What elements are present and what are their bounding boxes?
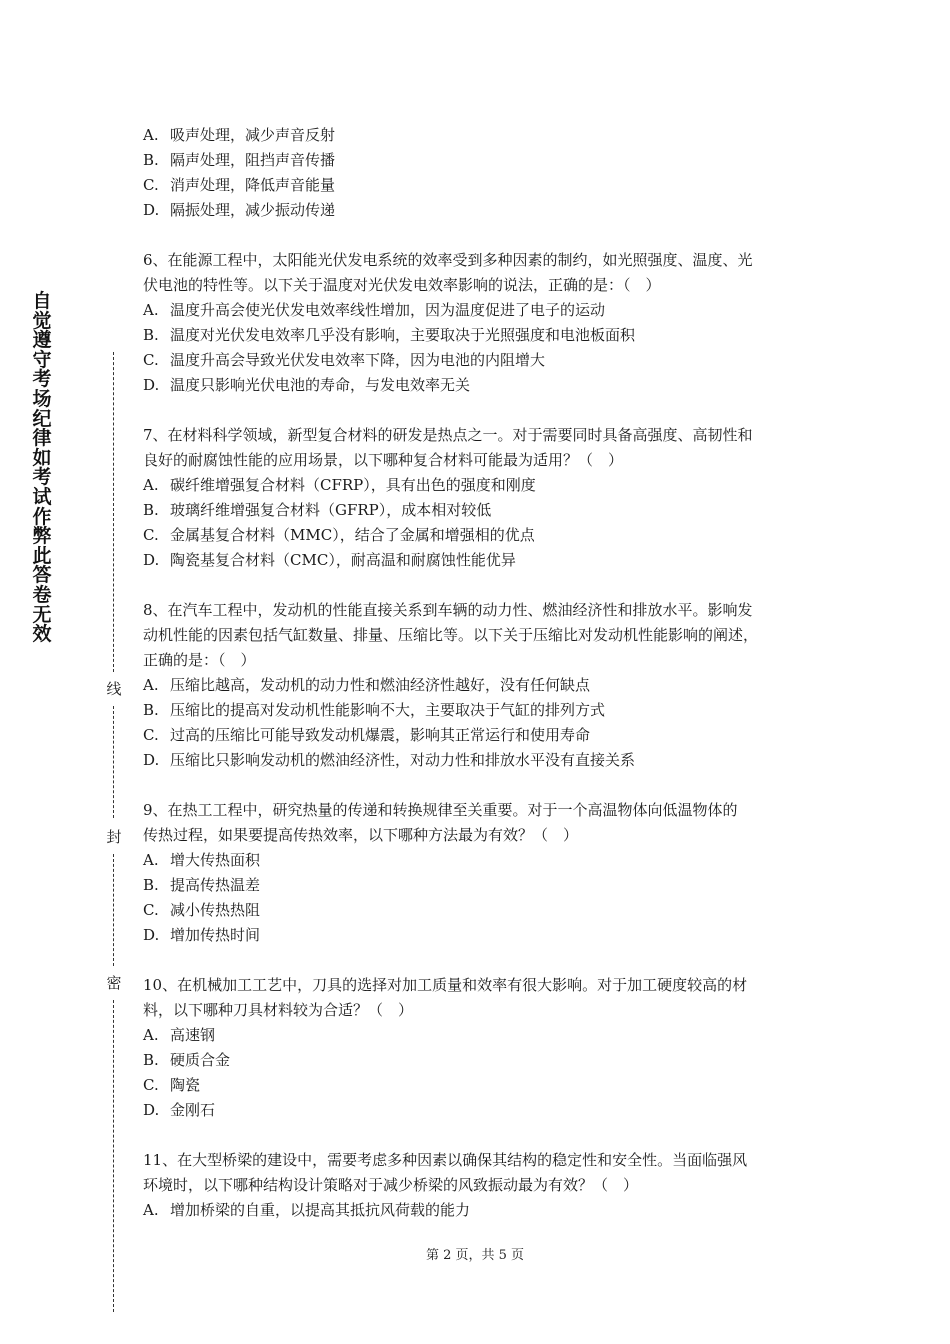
option-d: D. 温度只影响光伏电池的寿命，与发电效率无关: [143, 376, 471, 394]
exam-content: [143, 123, 823, 1223]
question-stem-line: 良好的耐腐蚀性能的应用场景，以下哪种复合材料可能最为适用？（ ）: [143, 451, 624, 469]
question-stem-line: 7、在材料科学领域，新型复合材料的研发是热点之一。对于需要同时具备高强度、高韧性和: [143, 426, 753, 444]
question-stem-line: 正确的是：（ ）: [143, 651, 256, 669]
question-stem-line: 11、在大型桥梁的建设中，需要考虑多种因素以确保其结构的稳定性和安全性。当面临强风: [143, 1151, 748, 1169]
question-stem-line: 9、在热工工程中，研究热量的传递和转换规律至关重要。对于一个高温物体向低温物体的: [143, 801, 738, 819]
question-6: [143, 248, 823, 398]
option-c: C. 金属基复合材料（MMC），结合了金属和增强相的优点: [143, 526, 535, 544]
option-c: C. 陶瓷: [143, 1076, 201, 1094]
binding-mark-secret: 密: [106, 974, 122, 992]
binding-dashed-line: [113, 706, 114, 818]
option-a: A. 碳纤维增强复合材料（CFRP），具有出色的强度和刚度: [143, 476, 536, 494]
option-a: A. 压缩比越高，发动机的动力性和燃油经济性越好，没有任何缺点: [143, 676, 591, 694]
option-c: C. 减小传热热阻: [143, 901, 261, 919]
page-number-footer: 第 2 页，共 5 页: [425, 1248, 525, 1263]
option-a: A. 高速钢: [143, 1026, 216, 1044]
exam-discipline-notice: 自觉遵守考场纪律如考试作弊此答卷无效: [32, 290, 52, 646]
binding-mark-line: 线: [106, 680, 122, 698]
option-a: A. 吸声处理，减少声音反射: [143, 126, 336, 144]
option-c: C. 消声处理，降低声音能量: [143, 176, 336, 194]
option-a: A. 增加桥梁的自重，以提高其抵抗风荷载的能力: [143, 1201, 471, 1219]
option-b: B. 提高传热温差: [143, 876, 261, 894]
question-stem-line: 伏电池的特性等。以下关于温度对光伏发电效率影响的说法，正确的是：（ ）: [143, 276, 661, 294]
option-b: B. 隔声处理，阻挡声音传播: [143, 151, 336, 169]
question-11: [143, 1148, 823, 1223]
previous-question-options: [143, 123, 823, 223]
option-b: B. 压缩比的提高对发动机性能影响不大，主要取决于气缸的排列方式: [143, 701, 606, 719]
binding-dashed-line: [113, 854, 114, 966]
option-b: B. 硬质合金: [143, 1051, 231, 1069]
option-d: D. 陶瓷基复合材料（CMC），耐高温和耐腐蚀性能优异: [143, 551, 516, 569]
binding-mark-seal: 封: [106, 828, 122, 846]
binding-dashed-line: [113, 352, 114, 672]
question-stem-line: 料，以下哪种刀具材料较为合适？（ ）: [143, 1001, 414, 1019]
question-8: [143, 598, 823, 773]
option-d: D. 隔振处理，减少振动传递: [143, 201, 336, 219]
question-stem-line: 8、在汽车工程中，发动机的性能直接关系到车辆的动力性、燃油经济性和排放水平。影响发: [143, 601, 753, 619]
question-10: [143, 973, 823, 1123]
question-stem-line: 6、在能源工程中，太阳能光伏发电系统的效率受到多种因素的制约，如光照强度、温度、光: [143, 251, 753, 269]
option-c: C. 温度升高会导致光伏发电效率下降，因为电池的内阻增大: [143, 351, 546, 369]
question-stem-line: 动机性能的因素包括气缸数量、排量、压缩比等。以下关于压缩比对发动机性能影响的阐述，: [143, 626, 759, 644]
question-stem-line: 10、在机械加工工艺中，刀具的选择对加工质量和效率有很大影响。对于加工硬度较高的材: [143, 976, 748, 994]
option-c: C. 过高的压缩比可能导致发动机爆震，影响其正常运行和使用寿命: [143, 726, 591, 744]
binding-dashed-line: [113, 1000, 114, 1312]
option-a: A. 增大传热面积: [143, 851, 261, 869]
question-7: [143, 423, 823, 573]
option-d: D. 增加传热时间: [143, 926, 261, 944]
option-a: A. 温度升高会使光伏发电效率线性增加，因为温度促进了电子的运动: [143, 301, 606, 319]
option-b: B. 玻璃纤维增强复合材料（GFRP），成本相对较低: [143, 501, 492, 519]
option-d: D. 压缩比只影响发动机的燃油经济性，对动力性和排放水平没有直接关系: [143, 751, 636, 769]
option-d: D. 金刚石: [143, 1101, 216, 1119]
question-stem-line: 环境时，以下哪种结构设计策略对于减少桥梁的风致振动最为有效？（ ）: [143, 1176, 639, 1194]
question-stem-line: 传热过程，如果要提高传热效率，以下哪种方法最为有效？（ ）: [143, 826, 579, 844]
question-9: [143, 798, 823, 948]
option-b: B. 温度对光伏发电效率几乎没有影响，主要取决于光照强度和电池板面积: [143, 326, 636, 344]
